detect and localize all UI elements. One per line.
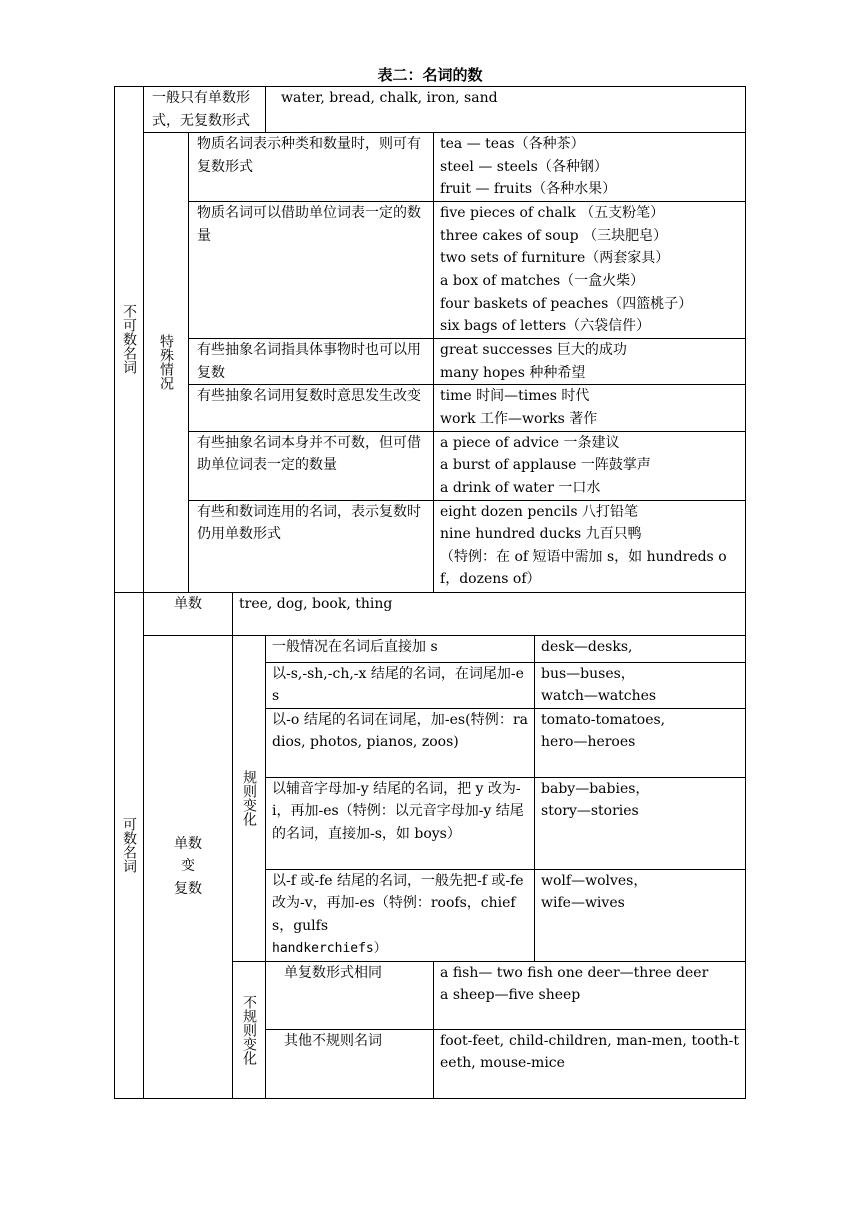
example-line: desk—desks, [541,638,633,655]
uncountable-label-text: 不可数名词 [121,304,137,375]
special-examples [434,385,746,431]
uncountable-general-examples [266,87,746,133]
regular-examples [535,662,746,708]
example-line: hero—heroes [541,734,636,751]
regular-rule: 一般情况在名词后直接加 s [266,635,535,662]
special-examples [434,431,746,500]
special-desc: 物质名词表示种类和数量时，则可有复数形式 [189,133,434,202]
uncountable-general-desc: 一般只有单数形式，无复数形式 [144,87,266,133]
example-line: steel — steels（各种钢） [440,158,608,175]
example-line: tea — teas（各种茶） [440,136,585,153]
special-desc: 有些抽象名词指具体事物时也可以用复数 [189,339,434,385]
special-cases-label [144,133,189,592]
example-line: two sets of furniture（两套家具） [440,250,670,267]
regular-rule: 以-o 结尾的名词在词尾，加-es(特例：radios, photos, pianos, zoos) [266,708,535,777]
example-line: watch—watches [541,688,657,705]
regular-examples [535,777,746,869]
example-line: fruit — fruits（各种水果） [440,181,617,198]
example-line: many hopes 种种希望 [440,364,586,381]
singular-label: 单数 [144,592,233,635]
regular-change-label-text: 规则变化 [241,770,257,827]
countable-label-text: 可数名词 [121,817,137,874]
regular-examples [535,708,746,777]
special-desc: 物质名词可以借助单位词表一定的数量 [189,202,434,339]
example-line: tomato-tomatoes, [541,711,666,728]
regular-rule-tail: handkerchiefs） [272,940,387,956]
irregular-examples [434,961,746,1029]
regular-change-label [233,635,266,961]
regular-examples [535,869,746,961]
example-line: a sheep—five sheep [440,987,581,1004]
special-desc: 有些抽象名词本身并不可数，但可借助单位词表一定的数量 [189,431,434,500]
special-examples [434,339,746,385]
example-line: great successes 巨大的成功 [440,342,627,359]
example-line: work 工作—works 著作 [440,410,598,427]
example-line: a fish— two fish one deer—three deer [440,964,709,981]
countable-label [115,592,144,1098]
example-line: bus—buses， [541,665,635,682]
table-title: 表二：名词的数 [377,66,483,84]
example-line: water, bread, chalk, iron, sand [281,90,498,106]
example-line: five pieces of chalk （五支粉笔） [440,205,665,222]
regular-rule: 以辅音字母加-y 结尾的名词，把 y 改为-i，再加-es（特例：以元音字母加-y 结尾的名词，直接加-s，如 boys） [266,777,535,869]
irregular-rule: 单复数形式相同 [266,961,434,1029]
example-line: eight dozen pencils 八打铅笔 [440,503,639,520]
singular-examples: tree, dog, book, thing [233,592,746,635]
example-line: four baskets of peaches（四篮桃子） [440,295,693,312]
example-line: a burst of applause 一阵鼓掌声 [440,457,651,474]
plural-label-line: 复数 [174,880,202,897]
irregular-change-label-text: 不规则变化 [241,994,257,1065]
regular-rule [266,869,535,961]
example-line: a box of matches（一盒火柴） [440,272,645,289]
plural-label [144,635,233,1098]
irregular-rule: 其他不规则名词 [266,1029,434,1098]
example-line: a piece of advice 一条建议 [440,434,620,451]
example-line: wolf—wolves， [541,872,648,889]
special-desc: 有些抽象名词用复数时意思发生改变 [189,385,434,431]
special-examples [434,202,746,339]
example-line: a drink of water 一口水 [440,479,601,496]
regular-rule: 以-s,-sh,-ch,-x 结尾的名词，在词尾加-es [266,662,535,708]
special-desc: 有些和数词连用的名词，表示复数时仍用单数形式 [189,500,434,592]
example-line: time 时间—times 时代 [440,388,590,405]
irregular-examples: foot-feet, child-children, man-men, tooth-teeth, mouse-mice [434,1029,746,1098]
special-examples [434,500,746,592]
plural-label-line: 单数 [174,835,202,852]
uncountable-label [115,87,144,593]
example-line: three cakes of soup （三块肥皂） [440,227,668,244]
example-line: six bags of letters（六袋信件） [440,318,651,335]
regular-examples [535,635,746,662]
noun-number-table [114,86,746,1099]
example-line: （特例：在 of 短语中需加 s，如 hundreds of，dozens of） [440,548,727,588]
example-line: nine hundred ducks 九百只鸭 [440,526,642,543]
regular-rule-text: 以-f 或-fe 结尾的名词，一般先把-f 或-fe 改为-v，再加-es（特例：roofs，chiefs，gulfs [272,872,524,934]
plural-label-line: 变 [181,858,195,875]
irregular-change-label [233,961,266,1098]
special-examples [434,133,746,202]
example-line: wife—wives [541,895,625,912]
example-line: baby—babies， [541,780,650,797]
example-line: story—stories [541,803,639,820]
special-cases-label-text: 特殊情况 [158,334,174,391]
